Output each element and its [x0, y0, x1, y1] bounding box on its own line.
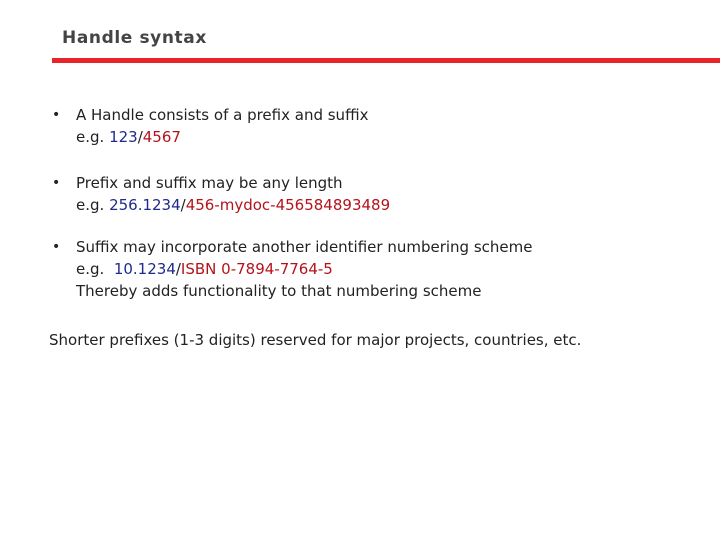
handle-suffix: 4567	[142, 128, 181, 146]
bullet-item	[48, 104, 688, 148]
bullet-example	[76, 126, 688, 148]
handle-separator: /	[137, 128, 143, 146]
handle-suffix: ISBN 0-7894-7764-5	[180, 260, 333, 278]
handle-prefix: 10.1234	[113, 260, 176, 278]
handle-suffix: 456-mydoc-456584893489	[185, 196, 391, 214]
bullet-text: A Handle consists of a prefix and suffix	[76, 106, 369, 124]
example-label: e.g.	[76, 128, 110, 146]
footnote-text: Shorter prefixes (1-3 digits) reserved for major projects, countries, etc.	[49, 331, 582, 349]
bullet-item	[48, 172, 688, 216]
bullet-text: Suffix may incorporate another identifier numbering scheme	[76, 238, 533, 256]
bullet-example	[76, 258, 688, 280]
bullet-dot-icon: •	[52, 175, 61, 191]
example-label: e.g.	[76, 196, 110, 214]
handle-prefix: 123	[109, 128, 138, 146]
handle-separator: /	[175, 260, 181, 278]
handle-prefix: 256.1234	[109, 196, 181, 214]
bullet-dot-icon: •	[52, 239, 61, 255]
slide-title: Handle syntax	[62, 28, 207, 48]
bullet-extra-text: Thereby adds functionality to that numbering scheme	[76, 282, 482, 300]
title-underline-rule	[52, 58, 720, 63]
bullet-item	[48, 236, 688, 302]
handle-separator: /	[180, 196, 186, 214]
bullet-text: Prefix and suffix may be any length	[76, 174, 343, 192]
example-label: e.g.	[76, 260, 114, 278]
bullet-example	[76, 194, 688, 216]
bullet-dot-icon: •	[52, 107, 61, 123]
